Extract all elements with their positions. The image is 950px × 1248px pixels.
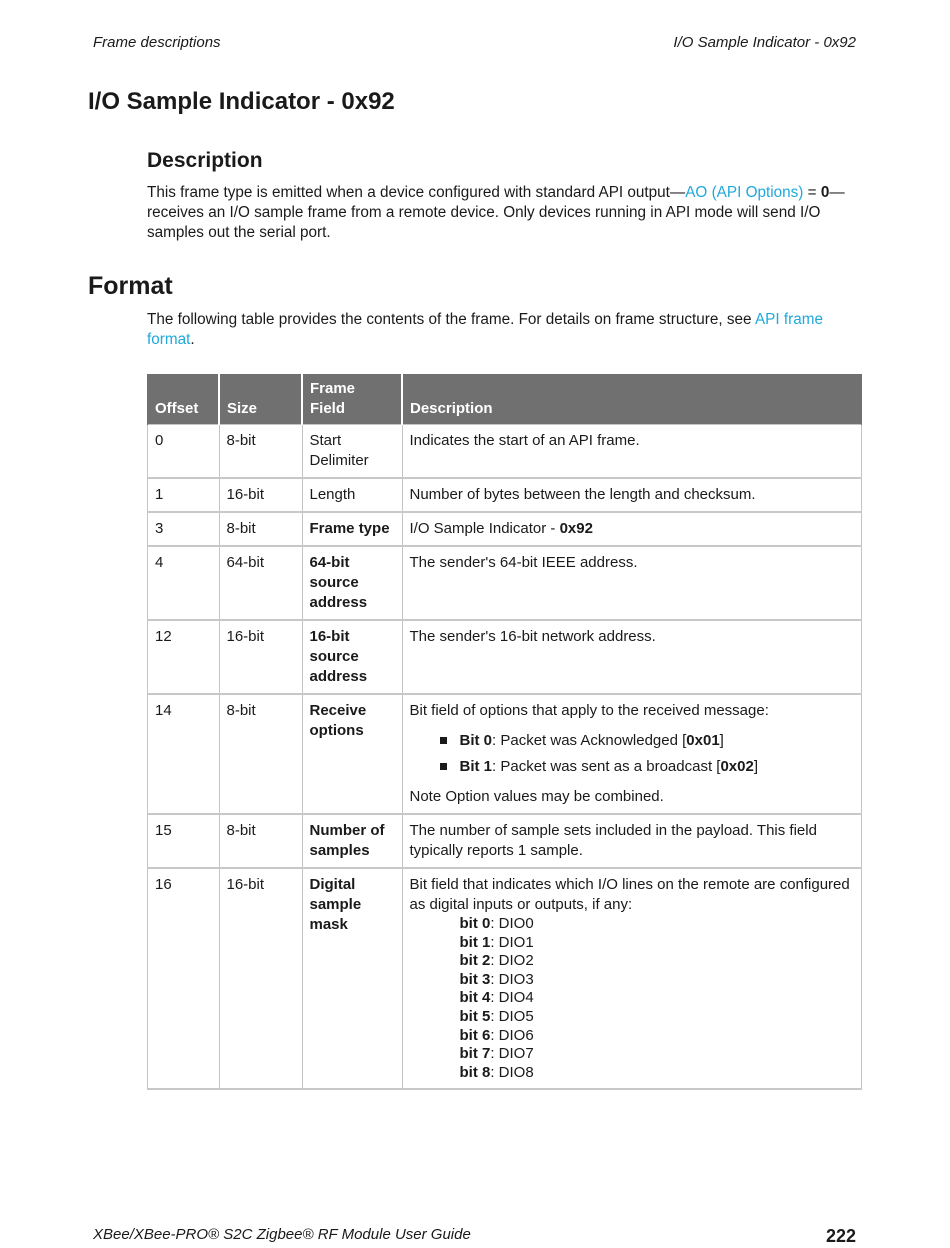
cell-offset: 16 (148, 868, 220, 1089)
cell-description: Number of bytes between the length and checksum. (402, 478, 862, 512)
description-text: Bit field that indicates which I/O lines on the remote are configured as digital inputs or outputs, if any: (409, 876, 850, 913)
table-row (148, 425, 862, 479)
ao-api-options-link[interactable]: AO (API Options) (685, 184, 804, 201)
page-title: I/O Sample Indicator - 0x92 (88, 88, 395, 115)
cell-description (402, 512, 862, 546)
format-text: The following table provides the contents of the frame. For details on frame structure, see (147, 311, 755, 328)
format-paragraph (147, 310, 857, 350)
option-code: 0x02 (720, 758, 754, 775)
description-value: 0 (820, 184, 830, 201)
option-code: 0x01 (686, 732, 720, 749)
cell-field: Length (302, 478, 402, 512)
frame-table (147, 374, 862, 1090)
bit-name: : DIO8 (490, 1063, 534, 1081)
list-item (460, 915, 855, 934)
list-item (460, 1008, 855, 1027)
bit-name: : DIO7 (490, 1045, 534, 1063)
bit-name: : DIO0 (490, 915, 534, 932)
list-item (460, 1027, 855, 1046)
cell-offset: 0 (148, 425, 220, 479)
table-row (148, 620, 862, 694)
column-header-offset: Offset (148, 374, 220, 425)
bit-name: : DIO3 (490, 970, 534, 988)
cell-offset: 12 (148, 620, 220, 694)
cell-size: 8-bit (219, 814, 302, 868)
cell-size: 16-bit (219, 620, 302, 694)
cell-field: Number of samples (302, 814, 402, 868)
option-bit: Bit 0 (459, 732, 493, 749)
cell-size: 16-bit (219, 478, 302, 512)
digital-bit-list (410, 915, 855, 1082)
page-number: 222 (825, 1226, 856, 1246)
cell-size: 64-bit (219, 546, 302, 620)
cell-offset: 14 (148, 694, 220, 814)
description-equals: = (803, 184, 821, 201)
bit-name: : DIO5 (490, 1007, 534, 1025)
receive-options-list (410, 731, 855, 777)
description-text: This frame type is emitted when a device configured with standard API output— (147, 184, 686, 201)
cell-offset: 4 (148, 546, 220, 620)
column-header-size: Size (219, 374, 302, 425)
description-paragraph (147, 183, 867, 243)
frame-type-code: 0x92 (559, 520, 593, 537)
bit-name: : DIO2 (490, 952, 534, 970)
cell-offset: 1 (148, 478, 220, 512)
description-text: I/O Sample Indicator - (409, 520, 560, 537)
bit-label: bit 6 (459, 1026, 491, 1044)
cell-field: Receive options (302, 694, 402, 814)
option-text: : Packet was Acknowledged [ (492, 732, 687, 749)
bit-label: bit 1 (459, 933, 491, 951)
bit-label: bit 8 (459, 1063, 491, 1081)
list-item (438, 731, 855, 751)
header-topic-name: I/O Sample Indicator - 0x92 (673, 34, 856, 51)
cell-field: 64-bit source address (302, 546, 402, 620)
cell-description (402, 868, 862, 1089)
cell-field: Digital sample mask (302, 868, 402, 1089)
table-row (148, 694, 862, 814)
list-item (460, 1045, 855, 1064)
option-close: ] (753, 758, 759, 775)
cell-description: The sender's 64-bit IEEE address. (402, 546, 862, 620)
cell-size: 8-bit (219, 425, 302, 479)
option-bit: Bit 1 (459, 758, 493, 775)
list-item (460, 989, 855, 1008)
cell-description: The sender's 16-bit network address. (402, 620, 862, 694)
cell-size: 8-bit (219, 694, 302, 814)
cell-description (402, 694, 862, 814)
bit-name: : DIO4 (490, 989, 534, 1007)
list-item (460, 952, 855, 971)
running-footer (93, 1226, 856, 1247)
table-row (148, 814, 862, 868)
bit-label: bit 4 (459, 989, 491, 1007)
format-heading: Format (88, 272, 173, 300)
option-note: Note Option values may be combined. (409, 788, 664, 805)
table-row (148, 512, 862, 546)
column-header-frame-field: Frame Field (302, 374, 402, 425)
bit-label: bit 5 (459, 1007, 491, 1025)
list-item (438, 757, 855, 777)
cell-field: Frame type (302, 512, 402, 546)
bit-name: : DIO1 (490, 933, 534, 951)
option-text: : Packet was sent as a broadcast [ (492, 758, 721, 775)
cell-field: 16-bit source address (302, 620, 402, 694)
list-item (460, 934, 855, 953)
footer-guide-title: XBee/XBee-PRO® S2C Zigbee® RF Module User Guide (93, 1226, 471, 1243)
bit-label: bit 0 (459, 915, 491, 932)
cell-offset: 15 (148, 814, 220, 868)
bit-name: : DIO6 (490, 1026, 534, 1044)
table-row (148, 546, 862, 620)
header-section-name: Frame descriptions (93, 34, 221, 51)
cell-offset: 3 (148, 512, 220, 546)
table-row (148, 868, 862, 1089)
cell-size: 16-bit (219, 868, 302, 1089)
description-text: Bit field of options that apply to the received message: (409, 702, 769, 719)
table-header-row (148, 374, 862, 425)
description-text-after: —receives an I/O sample frame from a remote device. Only devices running in API mode will send I/O samples out the serial port. (147, 184, 845, 241)
bit-label: bit 2 (459, 952, 491, 970)
table-row (148, 478, 862, 512)
cell-description: The number of sample sets included in the payload. This field typically reports 1 sample. (402, 814, 862, 868)
list-item (460, 971, 855, 990)
cell-field: Start Delimiter (302, 425, 402, 479)
cell-size: 8-bit (219, 512, 302, 546)
cell-description: Indicates the start of an API frame. (402, 425, 862, 479)
bit-label: bit 3 (459, 970, 491, 988)
bit-label: bit 7 (459, 1045, 491, 1063)
column-header-description: Description (402, 374, 862, 425)
description-heading: Description (147, 149, 263, 172)
option-close: ] (719, 732, 724, 749)
api-frame-format-link[interactable]: API frame format (147, 311, 823, 348)
running-header (93, 34, 856, 51)
list-item (460, 1064, 855, 1083)
format-text-after: . (190, 331, 195, 348)
